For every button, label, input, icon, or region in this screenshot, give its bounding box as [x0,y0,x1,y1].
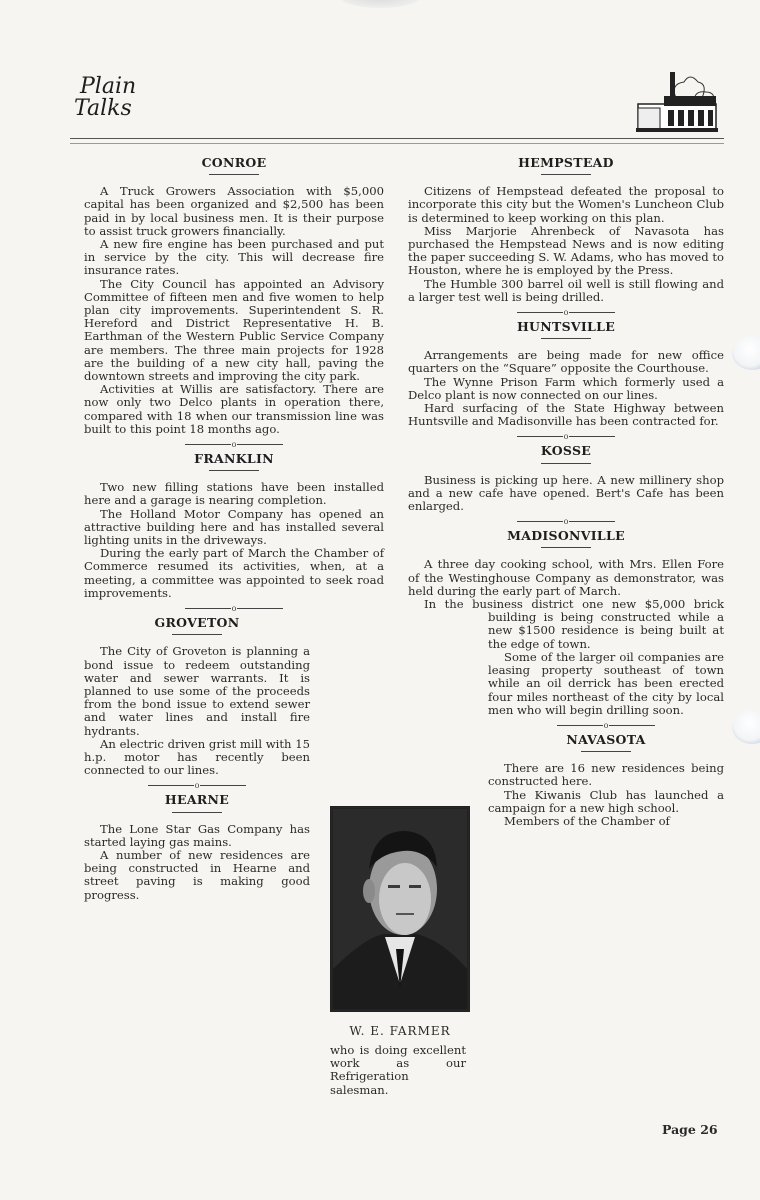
paragraph: There are 16 new residences being constructed here. [488,761,724,789]
paragraph: In the business district one new $5,000 brick building is being constructed while a new $1500 residence is being built at the edge of town. [424,597,724,651]
section-divider: o [408,432,724,442]
section-hearne [84,793,310,901]
section-navasota [408,733,724,828]
paragraph: The City Council has appointed an Advisory Committee of fifteen men and five women to help plan city improvements. Superintendent S. R. Hereford and District Representative H. B. Earthman of the Western Public Service Company are members. The three main projects for 1928 are the building of a new city hall, paving the downtown streets and improving the city park. [84,276,384,384]
section-franklin [84,452,384,600]
masthead [70,72,720,142]
section-divider: o [84,604,384,614]
masthead-rule [70,138,724,144]
paragraph: Activities at Willis are satisfactory. There are now only two Delco plants in operation there, compared with 18 when our transmission line was built to this point 18 months ago. [84,382,384,436]
heading-rule [541,174,591,175]
paragraph: Citizens of Hempstead defeated the proposal to incorporate this city but the Women's Luncheon Club is determined to keep working on this plan. [408,184,724,225]
left-column [84,156,384,902]
publication-logo [74,76,136,120]
paragraph: Members of the Chamber of [504,813,670,828]
section-groveton [84,616,310,777]
logo-line-1: Plain [80,74,137,99]
paragraph: The Lone Star Gas Company has started laying gas mains. [84,821,310,849]
heading-rule [172,812,222,813]
paragraph: Miss Marjorie Ahrenbeck of Navasota has purchased the Hempstead News and is now editing the paper succeeding S. W. Adams, who has moved to Houston, where he is employed by the Press. [408,223,724,278]
section-madisonville [408,529,724,717]
binder-hole-upper [732,336,760,370]
section-heading: GROVETON [154,615,240,631]
paragraph: Arrangements are being made for new office quarters on the “Square” opposite the Courthouse. [408,348,724,376]
right-column [408,156,724,828]
portrait-figure-icon [333,809,467,1009]
heading-rule [209,470,259,471]
paragraph: The City of Groveton is planning a bond issue to redeem outstanding water and sewer warrants. It is planned to use some of the proceeds from the bond issue to extend sewer and water lines and install fire hydrants. [84,644,310,738]
section-kosse [408,444,724,513]
paragraph: The Kiwanis Club has launched a campaign for a new high school. [488,787,724,815]
heading-rule [541,463,591,464]
portrait-name: W. E. FARMER [349,1024,451,1038]
section-conroe [84,156,384,436]
heading-rule [209,174,259,175]
section-divider: o [408,517,724,527]
paragraph: An electric driven grist mill with 15 h.p. motor has recently been connected to our lines. [84,736,310,778]
section-hempstead [408,156,724,304]
paragraph: A Truck Growers Association with $5,000 capital has been organized and $2,500 has been paid in by local business men. It is their purpose to assist truck growers financially. [84,184,384,238]
page-number: Page 26 [662,1122,718,1137]
paragraph: Business is picking up here. A new millinery shop and a new cafe have opened. Bert's Cafe has been enlarged. [408,472,724,514]
portrait-photo [330,806,470,1012]
paragraph: Some of the larger oil companies are leasing property southeast of town while an oil derrick has been erected four miles northeast of the city by local men who will begin drilling soon. [488,649,724,717]
paragraph: Two new filling stations have been installed here and a garage is nearing completion. [84,480,384,508]
section-heading: KOSSE [540,443,592,459]
paragraph: The Humble 300 barrel oil well is still flowing and a larger test well is being drilled. [408,276,724,304]
section-heading: CONROE [201,155,267,170]
paragraph: A three day cooking school, with Mrs. Ellen Fore of the Westinghouse Company as demonstrator, was held during the early part of March. [408,557,724,598]
section-heading: HEMPSTEAD [518,155,614,170]
section-divider: o [408,721,724,731]
paragraph: The Wynne Prison Farm which formerly used a Delco plant is now connected on our lines. [408,374,724,402]
heading-rule [541,547,591,548]
section-heading: HUNTSVILLE [516,319,616,335]
portrait-caption: who is doing excellent work as our Refrigeration salesman. [330,1043,466,1097]
heading-rule [581,751,631,752]
section-divider: o [84,781,310,791]
portrait-block [330,806,470,1097]
section-huntsville [408,320,724,428]
section-divider: o [408,308,724,318]
paragraph: A number of new residences are being constructed in Hearne and street paving is making good progress. [84,847,310,902]
paragraph: A new fire engine has been purchased and put in service by the city. This will decrease fire insurance rates. [84,237,384,278]
section-heading: MADISONVILLE [507,528,625,544]
section-heading: NAVASOTA [566,731,646,747]
paragraph: Hard surfacing of the State Highway between Huntsville and Madisonville has been contracted for. [408,401,724,429]
binder-hole-top [340,0,420,8]
section-heading: HEARNE [164,792,230,808]
section-divider: o [84,440,384,450]
section-heading: FRANKLIN [194,451,274,467]
logo-line-2: Talks [74,96,132,121]
paragraph: The Holland Motor Company has opened an attractive building here and has installed several lighting units in the driveways. [84,506,384,548]
heading-rule [541,338,591,339]
binder-hole-lower [732,710,760,744]
heading-rule [172,634,222,635]
power-plant-icon [634,68,720,134]
paragraph: During the early part of March the Chamber of Commerce resumed its activities, when, at a meeting, a committee was appointed to seek road improvements. [84,546,384,600]
